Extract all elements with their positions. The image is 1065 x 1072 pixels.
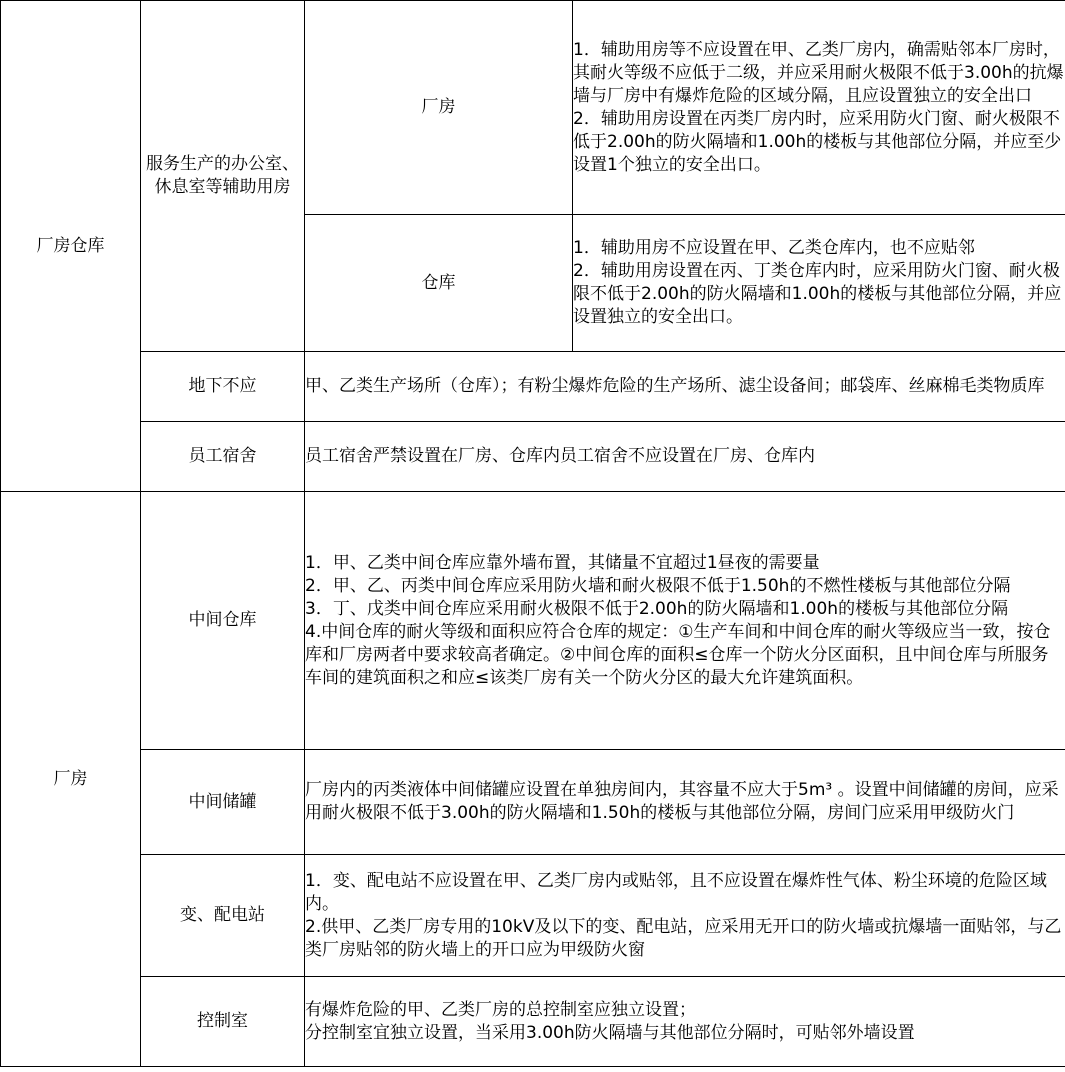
underground-text: 甲、乙类生产场所（仓库）；有粉尘爆炸危险的生产场所、滤尘设备间；邮袋库、丝麻棉毛类物质库 [305, 352, 1065, 422]
table-row [1, 422, 1065, 492]
table-row [1, 977, 1065, 1067]
substation-text: 1．变、配电站不应设置在甲、乙类厂房内或贴邻，且不应设置在爆炸性气体、粉尘环境的危险区域内。 2.供甲、乙类厂房专用的10kV及以下的变、配电站，应采用无开口的防火墙或抗爆墙一面贴邻，与乙类厂房贴邻的防火墙上的开口应为甲级防火窗 [305, 855, 1065, 977]
table-row [1, 750, 1065, 855]
dormitory-label: 员工宿舍 [141, 422, 305, 492]
intermediate-tank-label: 中间储罐 [141, 750, 305, 855]
category-factory: 厂房 [1, 492, 141, 1067]
aux-factory-text: 1．辅助用房等不应设置在甲、乙类厂房内，确需贴邻本厂房时，其耐火等级不应低于二级，并应采用耐火极限不低于3.00h的抗爆墙与厂房中有爆炸危险的区域分隔，且应设置独立的安全出口 2．辅助用房设置在丙类厂房内时，应采用防火门窗、耐火极限不低于2.00h的防火隔墙和1.00h的楼板与其他部位分隔，并应至少设置1个独立的安全出口。 [573, 1, 1065, 215]
intermediate-tank-text: 厂房内的丙类液体中间储罐应设置在单独房间内，其容量不应大于5m³ 。设置中间储罐的房间，应采用耐火极限不低于3.00h的防火隔墙和1.50h的楼板与其他部位分隔，房间门应采用甲级防火门 [305, 750, 1065, 855]
intermediate-warehouse-text: 1．甲、乙类中间仓库应靠外墙布置，其储量不宜超过1昼夜的需要量 2．甲、乙、丙类中间仓库应采用防火墙和耐火极限不低于1.50h的不燃性楼板与其他部位分隔 3．丁、戊类中间仓库应采用耐火极限不低于2.00h的防火隔墙和1.00h的楼板与其他部位分隔 4.中间仓库的耐火等级和面积应符合仓库的规定：①生产车间和中间仓库的耐火等级应当一致，按仓库和厂房两者中要求较高者确定。②中间仓库的面积≤仓库一个防火分区面积，且中间仓库与所服务车间的建筑面积之和应≤该类厂房有关一个防火分区的最大允许建筑面积。 [305, 492, 1065, 750]
table-row [1, 855, 1065, 977]
aux-factory-label: 厂房 [305, 1, 573, 215]
table-row [1, 492, 1065, 750]
aux-rooms-label: 服务生产的办公室、休息室等辅助用房 [141, 1, 305, 352]
intermediate-warehouse-label: 中间仓库 [141, 492, 305, 750]
control-room-text: 有爆炸危险的甲、乙类厂房的总控制室应独立设置； 分控制室宜独立设置，当采用3.00h防火隔墙与其他部位分隔时，可贴邻外墙设置 [305, 977, 1065, 1067]
aux-warehouse-text: 1．辅助用房不应设置在甲、乙类仓库内，也不应贴邻 2．辅助用房设置在丙、丁类仓库内时，应采用防火门窗、耐火极限不低于2.00h的防火隔墙和1.00h的楼板与其他部位分隔，并应设置独立的安全出口。 [573, 215, 1065, 352]
dormitory-text: 员工宿舍严禁设置在厂房、仓库内员工宿舍不应设置在厂房、仓库内 [305, 422, 1065, 492]
substation-label: 变、配电站 [141, 855, 305, 977]
underground-label: 地下不应 [141, 352, 305, 422]
table-row [1, 1, 1065, 215]
aux-warehouse-label: 仓库 [305, 215, 573, 352]
category-factory-warehouse: 厂房仓库 [1, 1, 141, 492]
control-room-label: 控制室 [141, 977, 305, 1067]
table-row [1, 352, 1065, 422]
